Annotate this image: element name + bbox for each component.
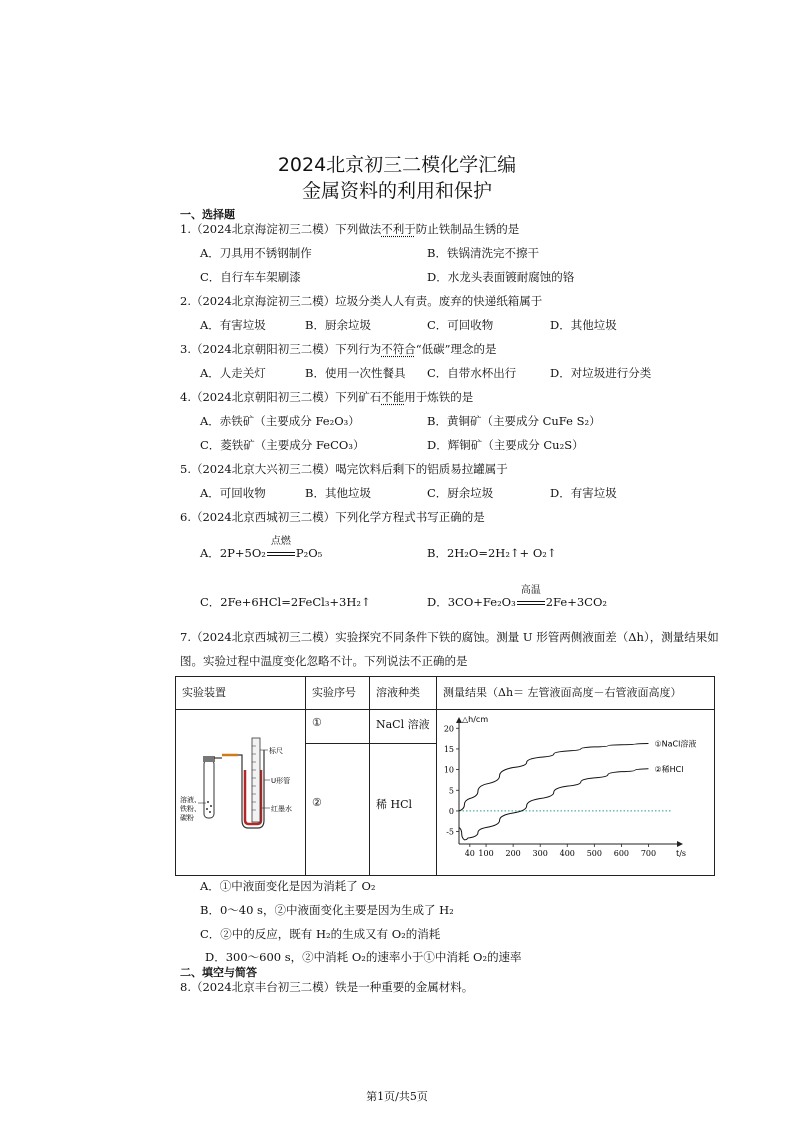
y-tick-label: 10 bbox=[443, 765, 454, 775]
q6-a-right: P₂O₅ bbox=[295, 546, 323, 560]
label-carbon-powder: 碳粉 bbox=[180, 814, 194, 822]
q1-option-a[interactable]: A．刀具用不锈钢制作 bbox=[200, 246, 312, 260]
q2-option-d[interactable]: D．其他垃圾 bbox=[550, 318, 617, 332]
apparatus-diagram bbox=[176, 710, 305, 872]
section-heading-choice: 一、选择题 bbox=[180, 208, 235, 221]
question-1-prefix: 1.（2024北京海淀初三二模）下列做法 bbox=[180, 222, 382, 236]
q1-option-d[interactable]: D．水龙头表面镀耐腐蚀的铬 bbox=[427, 270, 575, 284]
question-8: 8.（2024北京丰台初三二模）铁是一种重要的金属材料。 bbox=[180, 980, 474, 994]
y-tick-label: 20 bbox=[443, 724, 454, 734]
x-tick-label: 40 bbox=[464, 849, 475, 858]
y-tick-label: -5 bbox=[446, 827, 454, 837]
question-7-line2: 图。实验过程中温度变化忽略不计。下列说法不正确的是 bbox=[180, 654, 468, 668]
tube-stopper bbox=[203, 756, 215, 762]
page-subtitle: 金属资料的利用和保护 bbox=[301, 180, 492, 202]
test-tube bbox=[204, 760, 214, 818]
delta-h-chart bbox=[437, 710, 714, 872]
y-tick-label: 0 bbox=[448, 806, 454, 816]
table-header-apparatus: 实验装置 bbox=[176, 677, 306, 710]
q6-d-equal-sign bbox=[517, 601, 545, 605]
series-line-1 bbox=[459, 744, 648, 811]
q4-option-a[interactable]: A．赤铁矿（主要成分 Fe₂O₃） bbox=[200, 414, 360, 428]
x-tick-label: 600 bbox=[613, 849, 630, 858]
q6-a-left: 2P+5O₂ bbox=[219, 546, 266, 560]
q1-option-b[interactable]: B．铁锅清洗完不擦干 bbox=[427, 246, 539, 260]
q4-option-d[interactable]: D．辉铜矿（主要成分 Cu₂S） bbox=[427, 438, 584, 452]
series-line-2 bbox=[459, 769, 648, 840]
q6-option-a[interactable] bbox=[200, 536, 323, 561]
q6-option-c[interactable]: C．2Fe+6HCl=2FeCl₃+3H₂↑ bbox=[200, 595, 371, 609]
y-axis-label: △h/cm bbox=[462, 715, 489, 724]
question-2: 2.（2024北京海淀初三二模）垃圾分类人人有责。废弃的快递纸箱属于 bbox=[180, 294, 543, 308]
x-tick-label: 400 bbox=[559, 849, 575, 858]
question-4-suffix: 用于炼铁的是 bbox=[404, 390, 474, 404]
question-1-emphasis: 不利于 bbox=[381, 222, 416, 236]
q4-option-c[interactable]: C．菱铁矿（主要成分 FeCO₃） bbox=[200, 438, 365, 452]
page-footer: 第1页/共5页 bbox=[366, 1090, 428, 1103]
row1-solution: NaCl 溶液 bbox=[370, 710, 437, 744]
question-3 bbox=[180, 341, 497, 357]
q2-option-a[interactable]: A．有害垃圾 bbox=[200, 318, 266, 332]
section-heading-fill: 二、填空与简答 bbox=[180, 966, 257, 979]
table-header-number: 实验序号 bbox=[306, 677, 370, 710]
q7-option-a[interactable]: A．①中液面变化是因为消耗了 O₂ bbox=[200, 879, 376, 893]
series-label-1: ①NaCl溶液 bbox=[654, 739, 697, 749]
q1-option-c[interactable]: C．自行车车架刷漆 bbox=[200, 270, 301, 284]
y-tick-label: 15 bbox=[443, 744, 454, 754]
q5-option-a[interactable]: A．可回收物 bbox=[200, 486, 266, 500]
q6-d-right: 2Fe+3CO₂ bbox=[545, 595, 607, 609]
x-tick-label: 700 bbox=[640, 849, 657, 858]
q5-option-d[interactable]: D．有害垃圾 bbox=[550, 486, 617, 500]
label-solution: 溶液、 bbox=[180, 796, 201, 804]
question-6: 6.（2024北京西城初三二模）下列化学方程式书写正确的是 bbox=[180, 510, 485, 524]
question-7-line1: 7.（2024北京西城初三二模）实验探究不同条件下铁的腐蚀。测量 U 形管两侧液面差（Δh），测量结果如 bbox=[180, 630, 719, 644]
ruler bbox=[252, 738, 260, 822]
row2-number: ② bbox=[306, 744, 370, 876]
label-iron-powder: 铁粉、 bbox=[180, 805, 201, 813]
question-4 bbox=[180, 389, 473, 405]
question-1-suffix: 防止铁制品生锈的是 bbox=[415, 222, 520, 236]
table-header-result: 测量结果（Δh＝ 左管液面高度－右管液面高度） bbox=[437, 677, 715, 710]
q6-d-left: 3CO+Fe₂O₃ bbox=[447, 595, 516, 609]
series-label-2: ②稀HCl bbox=[654, 764, 684, 774]
question-5: 5.（2024北京大兴初三二模）喝完饮料后剩下的铝质易拉罐属于 bbox=[180, 462, 508, 476]
q6-a-condition: 点燃 bbox=[270, 536, 291, 547]
q5-option-c[interactable]: C．厨余垃圾 bbox=[427, 486, 494, 500]
question-4-prefix: 4.（2024北京朝阳初三二模）下列矿石 bbox=[180, 390, 382, 404]
q3-option-a[interactable]: A．人走关灯 bbox=[200, 366, 266, 380]
apparatus-cell bbox=[176, 710, 306, 876]
q6-a-equal-sign bbox=[267, 552, 295, 556]
q7-option-b[interactable]: B．0～40 s，②中液面变化主要是因为生成了 H₂ bbox=[200, 903, 454, 917]
q5-option-b[interactable]: B．其他垃圾 bbox=[305, 486, 371, 500]
row2-solution: 稀 HCl bbox=[370, 744, 437, 876]
q3-option-b[interactable]: B．使用一次性餐具 bbox=[305, 366, 406, 380]
x-tick-label: 500 bbox=[586, 849, 602, 858]
label-ruler: 标尺 bbox=[269, 747, 283, 755]
x-tick-label: 200 bbox=[505, 849, 521, 858]
chart-cell bbox=[437, 710, 715, 876]
q2-option-c[interactable]: C．可回收物 bbox=[427, 318, 494, 332]
q3-option-d[interactable]: D．对垃圾进行分类 bbox=[550, 366, 652, 380]
q7-option-d[interactable]: D．300～600 s，②中消耗 O₂的速率小于①中消耗 O₂的速率 bbox=[205, 950, 522, 964]
label-u-tube: U形管 bbox=[271, 777, 291, 785]
q6-a-label: A． bbox=[200, 546, 220, 560]
q6-d-condition: 高温 bbox=[520, 585, 541, 596]
row1-number: ① bbox=[306, 710, 370, 744]
question-3-suffix: “低碳”理念的是 bbox=[415, 342, 497, 356]
label-red-ink: 红墨水 bbox=[271, 805, 292, 813]
q6-option-b[interactable]: B．2H₂O=2H₂↑+ O₂↑ bbox=[427, 546, 557, 560]
x-axis-label: t/s bbox=[676, 849, 687, 858]
question-1 bbox=[180, 221, 519, 237]
q4-option-b[interactable]: B．黄铜矿（主要成分 CuFe S₂） bbox=[427, 414, 601, 428]
question-4-emphasis: 不能 bbox=[381, 390, 405, 404]
y-tick-label: 5 bbox=[448, 786, 454, 796]
experiment-table bbox=[175, 676, 715, 876]
q6-d-label: D． bbox=[427, 595, 448, 609]
question-3-emphasis: 不符合 bbox=[381, 342, 416, 356]
table-header-solution: 溶液种类 bbox=[370, 677, 437, 710]
q2-option-b[interactable]: B．厨余垃圾 bbox=[305, 318, 371, 332]
x-tick-label: 100 bbox=[478, 849, 494, 858]
q6-option-d[interactable] bbox=[427, 585, 607, 610]
question-3-prefix: 3.（2024北京朝阳初三二模）下列行为 bbox=[180, 342, 382, 356]
x-tick-label: 300 bbox=[532, 849, 548, 858]
q7-option-c[interactable]: C．②中的反应，既有 H₂的生成又有 O₂的消耗 bbox=[200, 927, 441, 941]
page-title: 2024北京初三二模化学汇编 bbox=[277, 154, 517, 176]
q3-option-c[interactable]: C．自带水杯出行 bbox=[427, 366, 517, 380]
x-axis-arrow bbox=[677, 841, 683, 847]
